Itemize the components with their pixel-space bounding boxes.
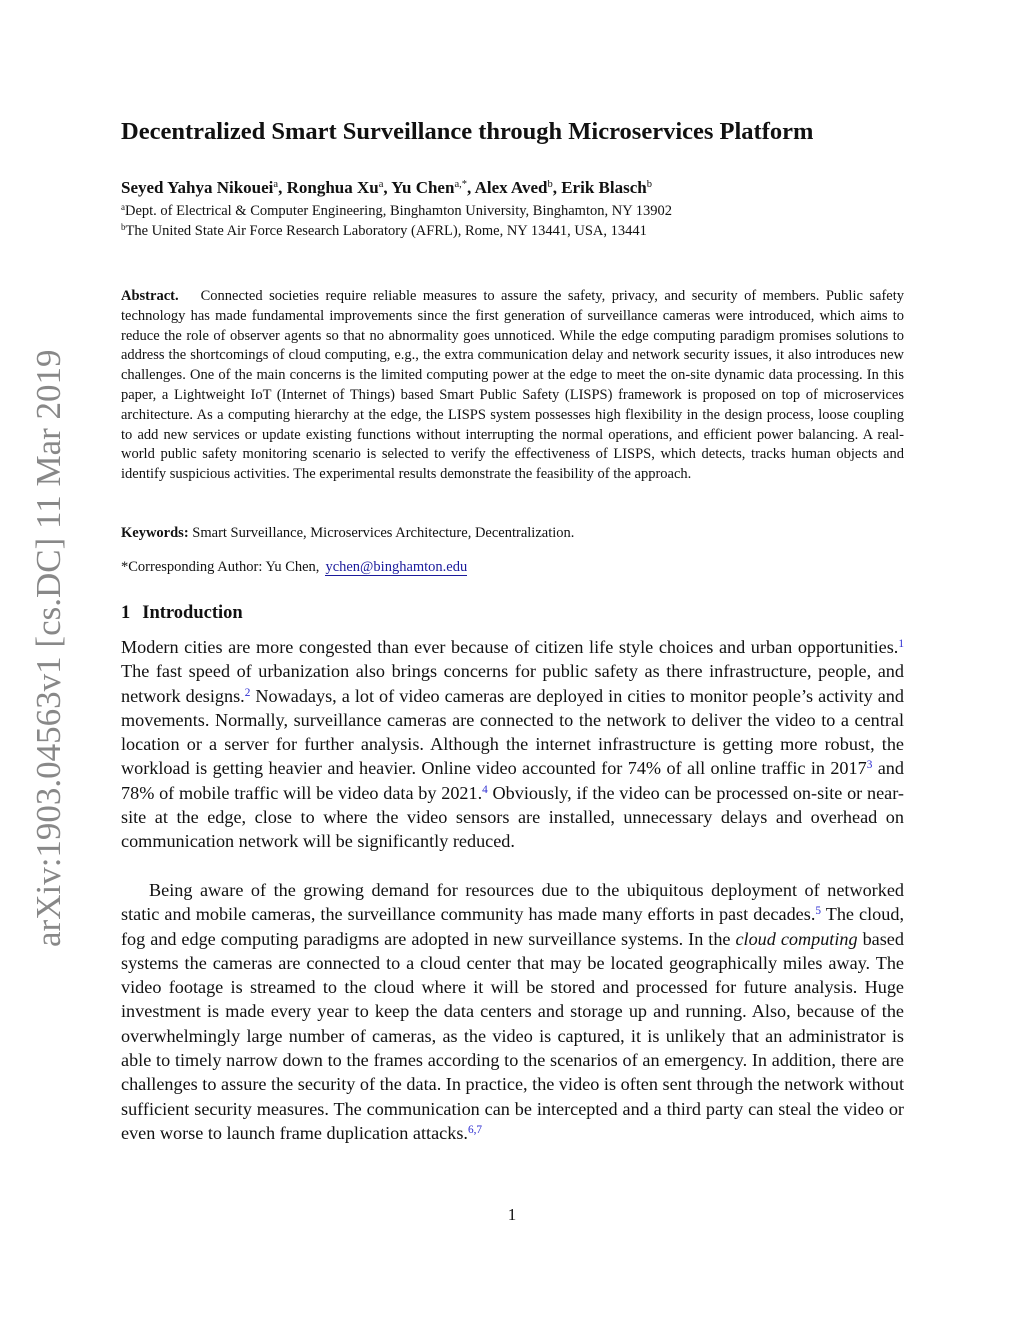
author-name: Seyed Yahya Nikouei <box>121 178 274 197</box>
author-affiliation-mark: a <box>273 179 279 191</box>
author-name: Yu Chen <box>391 178 455 197</box>
abstract-text: Connected societies require reliable measures to assure the safety, privacy, and security of members. Public safety technology has made fundamental improvements since the first generation of surveillance cameras were introduced, which aims to reduce the role of observer agents so that no abnormality goes unnoticed. While the edge computing paradigm promises solutions to address the shortcomings of cloud computing, e.g., the extra communication delay and network security issues, it also introduces new challenges. One of the main concerns is the limited computing power at the edge to meet the on-site dynamic data processing. In this paper, a Lightweight IoT (Internet of Things) based Smart Public Safety (LISPS) framework is proposed on top of microservices architecture. As a computing hierarchy at the edge, the LISPS system possesses high flexibility in the design process, loose coupling to add new services or update existing functions without interrupting the normal operations, and efficient power balancing. A real-world public safety monitoring scenario is selected to verify the effectiveness of LISPS, which detects, tracks human objects and identify suspicious activities. The experimental results demonstrate the feasibility of the approach. <box>121 288 904 483</box>
affiliation-text: Dept. of Electrical & Computer Engineering, Binghamton University, Binghamton, NY 13902 <box>125 203 673 219</box>
author-separator: , <box>552 178 562 197</box>
author-affiliation-mark: a <box>378 179 384 191</box>
author-separator: , <box>383 178 392 197</box>
paragraph-text: Nowadays, a lot of video cameras are deployed in cities to monitor people’s activity and movements. Normally, surveillance cameras are connected to the network to deliver the video to a central location or a server for further analysis. Although the internet infrastructure is getting more robust, the workload is getting heavier and heavier. Online video accounted for 74% of all online traffic in 2017 <box>121 685 904 779</box>
paragraph-text: and 78% of mobile traffic will be video data by 2021. <box>121 758 904 803</box>
paper-title: Decentralized Smart Surveillance through Microservices Platform <box>121 118 814 145</box>
affiliation-mark: b <box>121 222 126 233</box>
citation-link[interactable]: 1 <box>898 637 904 650</box>
citation-link[interactable]: 4 <box>482 783 488 796</box>
arxiv-identifier-stamp: arXiv:1903.04563v1 [cs.DC] 11 Mar 2019 <box>29 349 68 947</box>
section-number: 1 <box>121 603 131 623</box>
corresponding-author <box>121 557 904 577</box>
paragraph-text: Being aware of the growing demand for resources due to the ubiquitous deployment of networked static and mobile cameras, the surveillance community has made many efforts in past decades. <box>121 880 904 925</box>
citation-link[interactable]: 2 <box>244 686 251 699</box>
author-name: Alex Aved <box>474 178 548 197</box>
page-number: 1 <box>507 1205 517 1224</box>
introduction-paragraph <box>121 878 904 1145</box>
keywords-label: Keywords: <box>121 525 189 541</box>
paragraph-text: The cloud, fog and edge computing paradigms are adopted in new surveillance systems. In the <box>121 904 904 949</box>
citation-link[interactable]: 3 <box>866 759 873 772</box>
corresponding-author-email-link[interactable]: ychen@binghamton.edu <box>325 559 468 575</box>
citation-link[interactable]: 5 <box>815 905 822 918</box>
author-list <box>121 176 921 200</box>
paragraph-text: The fast speed of urbanization also brings concerns for public safety as there infrastructure, people, and network designs. <box>121 661 904 706</box>
paragraph-text: Modern cities are more congested than ever because of citizen life style choices and urban opportunities. <box>121 637 899 657</box>
abstract <box>121 287 904 485</box>
affiliation-mark: a <box>121 202 125 213</box>
author-affiliation-mark: a,* <box>454 179 468 191</box>
emphasized-term: cloud computing <box>735 928 858 949</box>
author-separator: , <box>467 178 475 197</box>
affiliation-a <box>121 201 921 221</box>
introduction-paragraph <box>121 635 904 854</box>
author-name: Ronghua Xu <box>286 178 379 197</box>
author-affiliation-mark: b <box>646 179 652 191</box>
author-name: Erik Blasch <box>561 178 647 197</box>
affiliation-text: The United State Air Force Research Laboratory (AFRL), Rome, NY 13441, USA, 13441 <box>125 223 647 239</box>
paragraph-text: based systems the cameras are connected to a cloud center that may be located geographically miles away. The video footage is streamed to the cloud where it will be stored and processed for future analysis. Huge investment is made every year to keep the data centers and storage up and running. Also, because of the overwhelmingly large number of cameras, as the video is captured, it is unlikely that an administrator is able to timely narrow down to the frames according to the scenarios of an emergency. In addition, there are challenges to assure the security of the data. In practice, the video is often sent through the network without sufficient security measures. The communication can be intercepted and a third party can steal the video or even worse to launch frame duplication attacks. <box>121 928 904 1143</box>
citation-link[interactable]: 6,7 <box>467 1123 483 1136</box>
section-heading <box>121 600 243 626</box>
corresponding-author-text: *Corresponding Author: Yu Chen, <box>121 559 320 575</box>
keywords <box>121 523 904 543</box>
abstract-label: Abstract. <box>121 288 179 304</box>
affiliation-b <box>121 221 921 241</box>
keywords-text: Smart Surveillance, Microservices Architecture, Decentralization. <box>192 525 575 541</box>
paragraph-text: Obviously, if the video can be processed on-site or near-site at the edge, close to where the video sensors are installed, unnecessary delays and overhead on communication network will be significantly reduced. <box>121 782 904 852</box>
author-affiliation-mark: b <box>547 179 553 191</box>
author-separator: , <box>278 178 287 197</box>
section-title: Introduction <box>142 603 243 623</box>
